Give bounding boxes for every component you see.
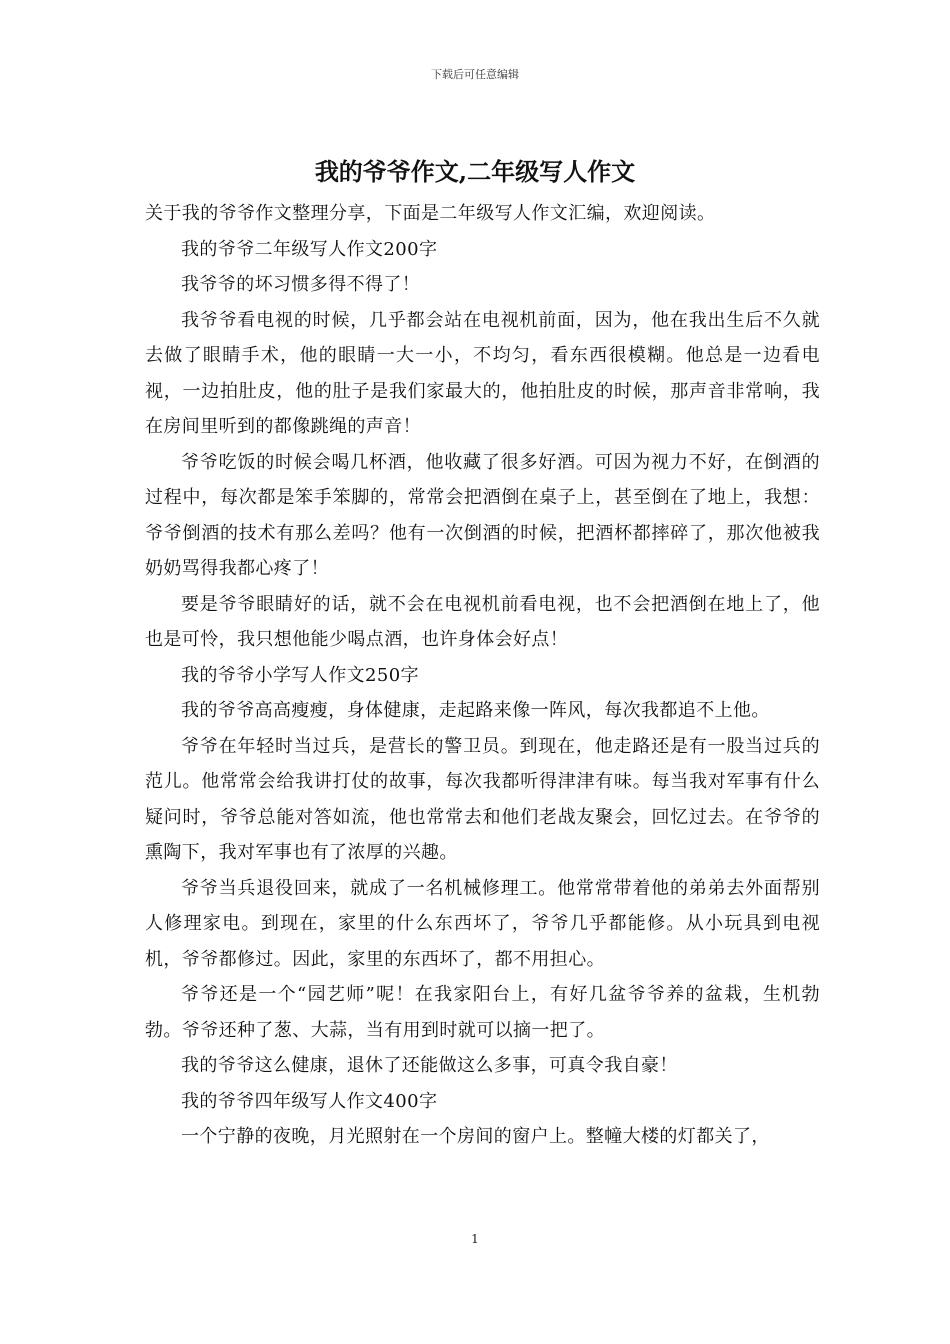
- paragraph: 我的爷爷高高瘦瘦，身体健康，走起路来像一阵风，每次我都追不上他。: [181, 700, 770, 721]
- paragraph: 我的爷爷这么健康，退休了还能做这么多事，可真令我自豪！: [181, 1055, 678, 1076]
- paragraph: 爷爷在年轻时当过兵，是营长的警卫员。到现在，他走路还是有一股当过兵的范儿。他常常会给我讲打仗的故事，每次我都听得津津有味。每当我对军事有什么疑问时，爷爷总能对答如流，他也常常去和他们老战友聚会，回忆过去。在爷爷的熏陶下，我对军事也有了浓厚的兴趣。: [145, 735, 820, 863]
- paragraph: 我爷爷看电视的时候，几乎都会站在电视机前面，因为，他在我出生后不久就去做了眼睛手术，他的眼睛一大一小，不均匀，看东西很模糊。他总是一边看电视，一边拍肚皮，他的肚子是我们家最大的，他拍肚皮的时候，那声音非常响，我在房间里听到的都像跳绳的声音！: [145, 309, 820, 437]
- paragraph: 我的爷爷二年级写人作文200字: [181, 238, 438, 260]
- paragraph: 爷爷当兵退役回来，就成了一名机械修理工。他常常带着他的弟弟去外面帮别人修理家电。到现在，家里的什么东西坏了，爷爷几乎都能修。从小玩具到电视机，爷爷都修过。因此，家里的东西坏了，都不用担心。: [145, 877, 820, 970]
- paragraph: 要是爷爷眼睛好的话，就不会在电视机前看电视，也不会把酒倒在地上了，他也是可怜，我只想他能少喝点酒，也许身体会好点！: [145, 593, 820, 650]
- paragraph: 我爷爷的坏习惯多得不得了！: [181, 274, 421, 295]
- article-body: [145, 196, 820, 1155]
- page-title: 我的爷爷作文,二年级写人作文: [314, 157, 636, 186]
- paragraph: 我的爷爷四年级写人作文400字: [181, 1090, 438, 1112]
- paragraph: 一个宁静的夜晚，月光照射在一个房间的窗户上。整幢大楼的灯都关了，: [181, 1126, 770, 1147]
- page-number: 1: [471, 1232, 479, 1246]
- paragraph: 爷爷吃饭的时候会喝几杯酒，他收藏了很多好酒。可因为视力不好，在倒酒的过程中，每次都是笨手笨脚的，常常会把酒倒在桌子上，甚至倒在了地上，我想：爷爷倒酒的技术有那么差吗？他有一次倒酒的时候，把酒杯都摔碎了，那次他被我奶奶骂得我都心疼了！: [145, 451, 820, 579]
- paragraph: 关于我的爷爷作文整理分享，下面是二年级写人作文汇编，欢迎阅读。: [145, 203, 716, 224]
- paragraph: 爷爷还是一个“园艺师”呢！在我家阳台上，有好几盆爷爷养的盆栽，生机勃勃。爷爷还种了葱、大蒜，当有用到时就可以摘一把了。: [145, 984, 820, 1041]
- header-note: 下载后可任意编辑: [431, 68, 519, 81]
- paragraph: 我的爷爷小学写人作文250字: [181, 664, 419, 686]
